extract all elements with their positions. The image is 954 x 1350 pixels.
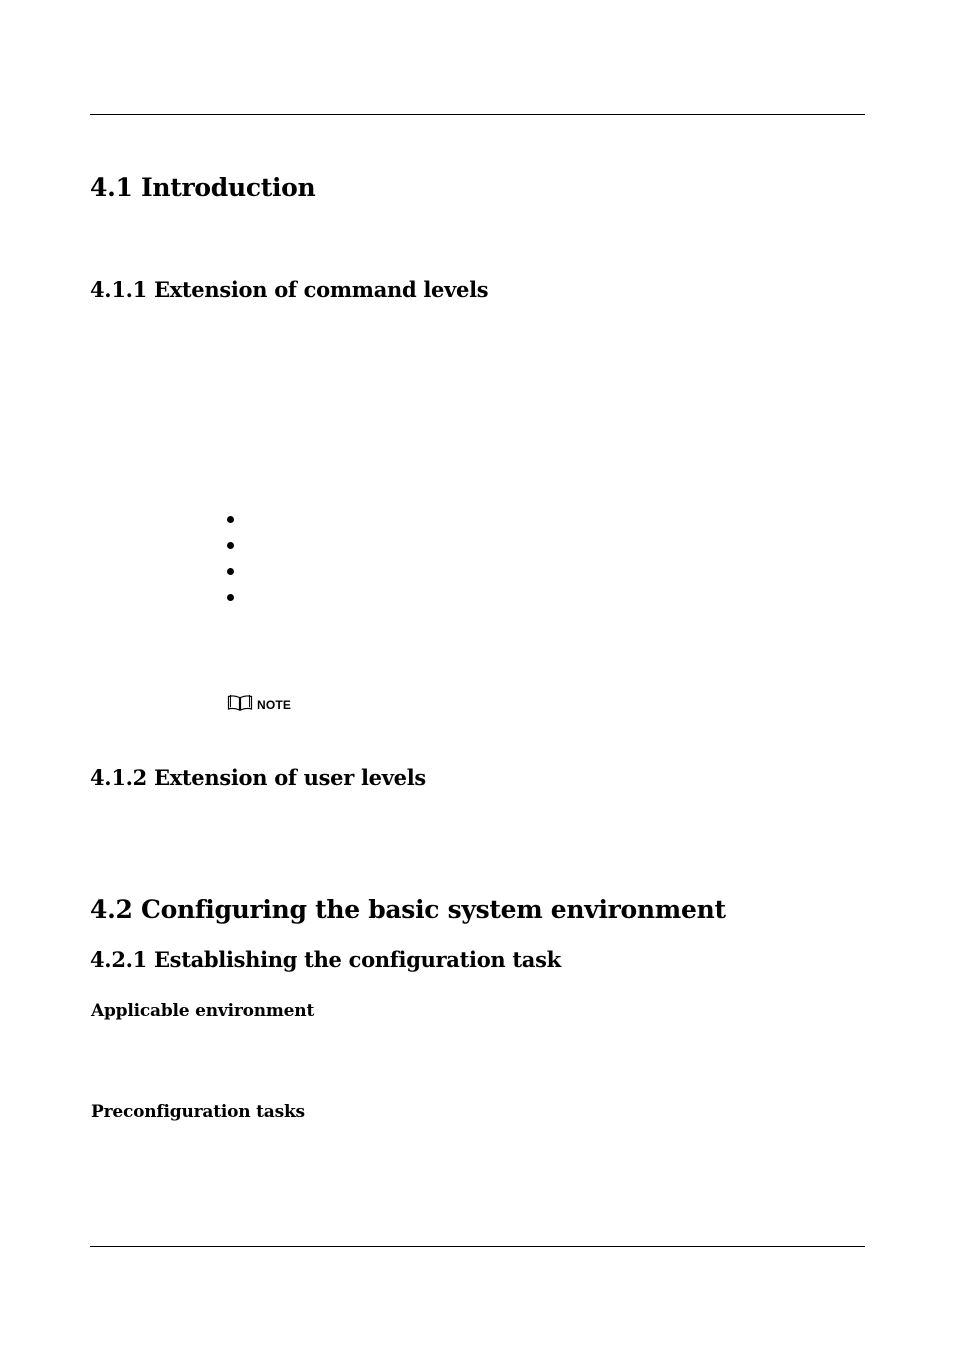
subsection-heading-command-levels: 4.1.1 Extension of command levels <box>90 277 489 302</box>
block-heading-preconfig-tasks: Preconfiguration tasks <box>91 1102 305 1122</box>
header-rule <box>90 114 865 115</box>
footer-rule <box>90 1246 865 1247</box>
bullet-point <box>227 594 234 601</box>
note-label: NOTE <box>257 698 292 712</box>
section-heading-intro: 4.1 Introduction <box>90 173 316 202</box>
book-icon <box>227 694 253 712</box>
section-heading-basic-env: 4.2 Configuring the basic system environment <box>90 895 726 924</box>
subsection-heading-user-levels: 4.1.2 Extension of user levels <box>90 765 426 790</box>
bullet-point <box>227 516 234 523</box>
bullet-point <box>227 542 234 549</box>
bullet-point <box>227 568 234 575</box>
block-heading-applicable-env: Applicable environment <box>91 1001 315 1021</box>
note-callout <box>227 693 291 713</box>
subsection-heading-config-task: 4.2.1 Establishing the configuration task <box>90 947 561 972</box>
